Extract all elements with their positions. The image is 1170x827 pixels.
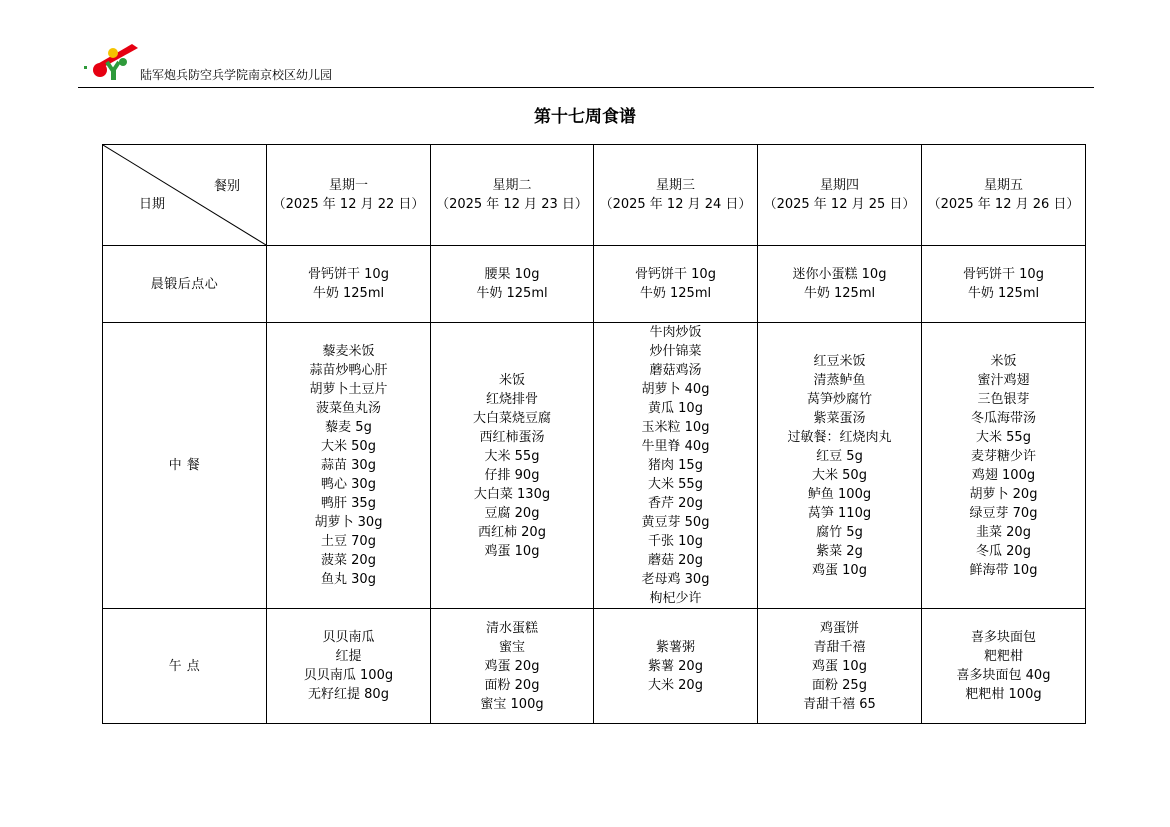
menu-line: 面粉 25g <box>812 677 867 693</box>
menu-line: 枸杞少许 <box>649 591 702 606</box>
menu-line: 贝贝南瓜 100g <box>303 668 394 683</box>
menu-line: 牛奶 125ml <box>967 286 1040 301</box>
day-header-mon <box>267 145 431 246</box>
menu-line: 牛奶 125ml <box>639 286 712 301</box>
menu-cell <box>431 246 594 323</box>
menu-line: 牛肉炒饭 <box>649 325 702 340</box>
menu-line: 鸡翅 100g <box>971 467 1036 483</box>
menu-line: 鲜海带 10g <box>969 562 1038 578</box>
menu-cell <box>431 323 594 609</box>
menu-cell <box>758 323 922 609</box>
row-label: 晨锻后点心 <box>103 246 267 323</box>
school-name: 陆军炮兵防空兵学院南京校区幼儿园 <box>140 68 333 82</box>
day-name: 星期五 <box>983 178 1023 193</box>
menu-line: 紫薯粥 <box>655 639 695 655</box>
menu-line: 麦芽糖少许 <box>970 448 1036 464</box>
menu-line: 鸭肝 35g <box>321 496 376 511</box>
day-name: 星期一 <box>328 178 368 193</box>
menu-line: 大米 55g <box>484 448 540 464</box>
menu-line: 菠菜 20g <box>321 553 376 568</box>
meal-type-header: 餐别 <box>213 179 240 194</box>
menu-line: 冬瓜海带汤 <box>970 410 1036 426</box>
day-date: （2025 年 12 月 22 日） <box>272 197 425 212</box>
menu-cell <box>922 609 1086 724</box>
menu-line: 骨钙饼干 10g <box>308 267 389 282</box>
menu-line: 黄瓜 10g <box>648 401 703 416</box>
menu-line: 腰果 10g <box>484 267 540 282</box>
row-label: 中 餐 <box>103 323 267 609</box>
day-header-tue <box>431 145 594 246</box>
menu-line: 莴笋 110g <box>807 505 872 521</box>
menu-line: 青甜千禧 <box>813 639 866 655</box>
menu-line: 仔排 90g <box>484 467 540 483</box>
menu-line: 迷你小蛋糕 10g <box>792 267 887 282</box>
menu-line: 鸡蛋饼 <box>819 620 859 636</box>
menu-line: 韭菜 20g <box>976 524 1031 540</box>
menu-line: 三色银芽 <box>977 391 1030 407</box>
menu-line: 清水蛋糕 <box>485 620 538 636</box>
menu-line: 胡萝卜 40g <box>641 382 710 397</box>
day-name: 星期四 <box>819 178 859 193</box>
menu-line: 藜麦米饭 <box>322 344 375 359</box>
menu-line: 蜜宝 100g <box>480 696 544 712</box>
menu-line: 蒜苗 30g <box>321 458 376 473</box>
day-name: 星期二 <box>492 178 532 193</box>
menu-row-morning-snack <box>103 246 1086 323</box>
menu-line: 骨钙饼干 10g <box>963 267 1044 282</box>
kindergarten-logo-icon <box>80 40 140 82</box>
corner-header-cell <box>103 145 267 246</box>
menu-line: 大米 20g <box>648 677 703 693</box>
menu-line: 大米 55g <box>976 429 1031 445</box>
menu-line: 老母鸡 30g <box>641 572 710 587</box>
menu-cell <box>758 609 922 724</box>
menu-line: 玉米粒 10g <box>641 420 710 435</box>
day-date: （2025 年 12 月 24 日） <box>599 197 752 212</box>
menu-line: 千张 10g <box>648 534 703 549</box>
menu-line: 牛奶 125ml <box>312 286 385 301</box>
menu-line: 西红柿蛋汤 <box>479 429 545 445</box>
menu-cell <box>594 323 758 609</box>
menu-line: 香芹 20g <box>648 496 703 511</box>
menu-line: 大白菜烧豆腐 <box>472 410 551 426</box>
menu-line: 西红柿 20g <box>478 524 546 540</box>
header-row <box>103 145 1086 246</box>
menu-line: 冬瓜 20g <box>976 543 1031 559</box>
menu-line: 蜜宝 <box>498 639 525 655</box>
menu-line: 猪肉 15g <box>648 458 703 473</box>
menu-line: 腐竹 5g <box>816 524 863 540</box>
menu-line: 胡萝卜土豆片 <box>309 382 388 397</box>
day-name: 星期三 <box>655 178 695 193</box>
menu-line: 胡萝卜 30g <box>314 515 383 530</box>
menu-line: 大白菜 130g <box>473 486 551 502</box>
menu-cell <box>431 609 594 724</box>
day-date: （2025 年 12 月 25 日） <box>763 197 916 212</box>
menu-line: 贝贝南瓜 <box>322 630 375 645</box>
menu-cell <box>267 323 431 609</box>
menu-line: 大米 55g <box>648 477 703 492</box>
menu-line: 炒什锦菜 <box>649 344 702 359</box>
date-header: 日期 <box>139 197 166 212</box>
diagonal-divider <box>103 145 266 245</box>
menu-line: 牛奶 125ml <box>476 286 548 301</box>
menu-row-lunch <box>103 323 1086 609</box>
menu-line: 骨钙饼干 10g <box>635 267 716 282</box>
row-label: 午 点 <box>103 609 267 724</box>
menu-line: 鸡蛋 10g <box>812 658 867 674</box>
day-header-wed <box>594 145 758 246</box>
menu-line: 豆腐 20g <box>484 505 540 521</box>
menu-cell <box>922 246 1086 323</box>
menu-line: 无籽红提 80g <box>308 687 389 702</box>
menu-line: 鸭心 30g <box>321 477 376 492</box>
menu-line: 喜多块面包 <box>970 630 1036 645</box>
menu-cell <box>594 609 758 724</box>
menu-line: 紫菜 2g <box>816 543 863 559</box>
page-title: 第十七周食谱 <box>534 107 636 127</box>
menu-line: 蘑菇鸡汤 <box>649 363 702 378</box>
menu-line: 米饭 <box>990 353 1017 369</box>
menu-line: 鲈鱼 100g <box>807 486 872 502</box>
day-date: （2025 年 12 月 23 日） <box>436 197 588 212</box>
menu-cell <box>267 246 431 323</box>
menu-line: 鸡蛋 10g <box>484 543 540 559</box>
menu-line: 菠菜鱼丸汤 <box>315 401 381 416</box>
header-divider <box>78 87 1094 88</box>
menu-line: 红烧排骨 <box>485 391 538 407</box>
menu-line: 粑粑柑 <box>983 649 1023 664</box>
weekly-menu-table <box>102 144 1086 724</box>
menu-line: 牛奶 125ml <box>803 286 876 301</box>
day-header-thu <box>758 145 922 246</box>
menu-line: 莴笋炒腐竹 <box>806 391 872 407</box>
menu-row-afternoon-snack <box>103 609 1086 724</box>
menu-line: 藜麦 5g <box>325 420 372 435</box>
menu-cell <box>594 246 758 323</box>
menu-line: 鸡蛋 10g <box>812 562 867 578</box>
menu-line: 红豆米饭 <box>813 353 866 369</box>
menu-line: 蜜汁鸡翅 <box>977 372 1030 388</box>
menu-cell <box>758 246 922 323</box>
menu-line: 紫菜蛋汤 <box>813 410 866 426</box>
menu-line: 紫薯 20g <box>648 658 703 674</box>
menu-cell <box>267 609 431 724</box>
menu-line: 过敏餐：红烧肉丸 <box>787 429 892 445</box>
menu-line: 大米 50g <box>321 439 376 454</box>
menu-line: 牛里脊 40g <box>641 439 710 454</box>
menu-line: 鱼丸 30g <box>321 572 376 587</box>
menu-line: 清蒸鲈鱼 <box>813 372 866 388</box>
menu-line: 喜多块面包 40g <box>956 668 1051 683</box>
menu-line: 绿豆芽 70g <box>969 505 1038 521</box>
menu-line: 红提 <box>335 649 362 664</box>
menu-line: 青甜千禧 65 <box>803 696 876 712</box>
menu-line: 鸡蛋 20g <box>484 658 540 674</box>
menu-line: 米饭 <box>498 372 525 388</box>
day-date: （2025 年 12 月 26 日） <box>927 197 1080 212</box>
menu-line: 胡萝卜 20g <box>969 486 1038 502</box>
menu-line: 面粉 20g <box>484 677 540 693</box>
menu-line: 黄豆芽 50g <box>641 515 710 530</box>
menu-line: 大米 50g <box>812 467 867 483</box>
menu-line: 红豆 5g <box>816 448 863 464</box>
menu-line: 蘑菇 20g <box>648 553 703 568</box>
day-header-fri <box>922 145 1086 246</box>
menu-line: 土豆 70g <box>321 534 376 549</box>
menu-line: 蒜苗炒鸭心肝 <box>309 363 388 378</box>
menu-cell <box>922 323 1086 609</box>
menu-line: 粑粑柑 100g <box>965 687 1042 702</box>
